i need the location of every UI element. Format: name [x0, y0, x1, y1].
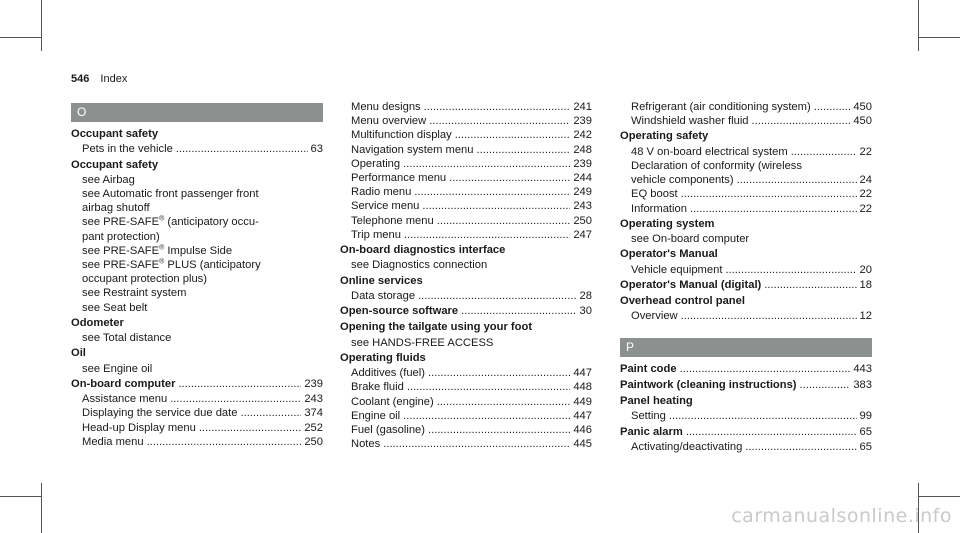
crop-mark — [41, 0, 42, 51]
leader-dots — [414, 185, 570, 199]
index-subentry — [340, 185, 592, 199]
index-page-number: 24 — [859, 174, 872, 187]
index-cross-reference: airbag shutoff — [82, 202, 150, 215]
index-entry — [71, 126, 323, 157]
index-subentry — [620, 440, 872, 454]
leader-dots — [764, 277, 856, 293]
index-subentry — [340, 157, 592, 171]
index-entry — [620, 377, 872, 393]
index-page-number: 448 — [573, 381, 592, 394]
index-page-number: 18 — [859, 278, 872, 291]
index-page-number: 22 — [859, 202, 872, 215]
index-term-label: Paintwork (cleaning instructions) — [620, 378, 797, 391]
index-subentry — [340, 171, 592, 185]
leader-dots — [407, 380, 570, 394]
index-subentry — [71, 435, 323, 449]
index-subentry — [340, 100, 592, 114]
index-term-label: Operating system — [620, 217, 715, 230]
index-subentry-label: Notes — [351, 438, 381, 451]
index-subentry — [71, 421, 323, 435]
index-subentry — [340, 409, 592, 423]
page-header — [71, 73, 127, 85]
leader-dots — [686, 424, 857, 440]
index-page-number: 244 — [573, 172, 592, 185]
section-letter-header: P — [620, 338, 872, 357]
index-cross-reference: see Engine oil — [82, 362, 153, 375]
index-subentry — [340, 423, 592, 437]
index-page-number: 239 — [573, 157, 592, 170]
index-subentry — [620, 187, 872, 201]
index-term-label: Odometer — [71, 316, 124, 329]
crop-mark — [919, 496, 960, 497]
index-term — [620, 377, 872, 393]
index-term-label: Panic alarm — [620, 425, 683, 438]
leader-dots — [800, 377, 851, 393]
crop-mark — [41, 483, 42, 533]
index-subentry-label: Additives (fuel) — [351, 367, 425, 380]
index-subentry — [340, 143, 592, 157]
index-term — [620, 393, 872, 409]
index-page-number: 22 — [859, 188, 872, 201]
index-cross-reference: see Restraint system — [82, 287, 187, 300]
index-subentry — [340, 289, 592, 303]
index-entry — [340, 100, 592, 242]
index-entry — [620, 393, 872, 424]
index-page-number: 243 — [304, 393, 323, 406]
leader-dots — [461, 303, 576, 319]
leader-dots — [178, 376, 301, 392]
index-column-1 — [71, 103, 323, 449]
leader-dots — [455, 128, 571, 142]
section-spacer — [620, 324, 872, 338]
leader-dots — [725, 263, 856, 277]
index-cross-reference: see Seat belt — [82, 301, 148, 314]
index-term — [340, 273, 592, 289]
leader-dots — [170, 392, 301, 406]
section-letter-header: O — [71, 103, 323, 122]
leader-dots — [418, 289, 576, 303]
index-page-number: 447 — [573, 367, 592, 380]
index-page-number: 250 — [573, 214, 592, 227]
index-term-label: Panel heating — [620, 395, 693, 408]
index-cross-reference: pant protection) — [82, 230, 160, 243]
index-subentry-label: Fuel (gasoline) — [351, 423, 425, 436]
leader-dots — [737, 173, 857, 187]
leader-dots — [404, 228, 570, 242]
index-subentry — [340, 437, 592, 451]
index-page-number: 63 — [310, 143, 323, 156]
index-subentry — [620, 202, 872, 216]
index-subentry-label: Windshield washer fluid — [631, 115, 749, 128]
index-subentry-label: Menu overview — [351, 115, 427, 128]
index-page-number: 239 — [573, 115, 592, 128]
index-entry — [71, 157, 323, 315]
index-cross-reference: see PRE-SAFE® PLUS (anticipatory — [82, 258, 261, 272]
index-page-number: 241 — [573, 101, 592, 113]
index-page-number: 252 — [304, 421, 323, 434]
index-subentry — [71, 392, 323, 406]
index-subentry-label: Declaration of conformity (wireless — [631, 159, 802, 172]
leader-dots — [814, 100, 851, 114]
index-page-number: 20 — [859, 263, 872, 276]
index-subentry-label: 48 V on-board electrical system — [631, 145, 788, 158]
index-term-label: Operating safety — [620, 130, 709, 143]
index-subentry — [620, 114, 872, 128]
index-subentry-label: Refrigerant (air conditioning system) — [631, 101, 811, 113]
index-term-label: Oil — [71, 347, 86, 360]
index-subentry-label: Coolant (engine) — [351, 395, 434, 408]
index-page-number: 449 — [573, 395, 592, 408]
index-subentry — [620, 159, 872, 173]
index-subentry-label: Multifunction display — [351, 129, 452, 142]
index-page-number: 239 — [304, 377, 323, 390]
index-subentry-label: Overview — [631, 310, 678, 323]
leader-dots — [477, 143, 571, 157]
index-subentry — [340, 214, 592, 228]
index-term — [620, 277, 872, 293]
index-entry — [71, 345, 323, 376]
index-page-number: 374 — [304, 407, 323, 420]
index-subentry-label: Assistance menu — [82, 393, 168, 406]
index-column-2 — [340, 100, 592, 451]
index-entry — [340, 242, 592, 273]
index-page-number: 22 — [859, 145, 872, 158]
index-subentry — [620, 309, 872, 323]
index-page-number: 243 — [573, 200, 592, 213]
index-term — [71, 376, 323, 392]
index-subentry-label: Information — [631, 202, 687, 215]
index-subentry — [340, 228, 592, 242]
index-entry — [340, 273, 592, 304]
leader-dots — [176, 142, 308, 156]
index-term — [71, 345, 323, 361]
index-subentry — [340, 380, 592, 394]
index-cross-reference: see HANDS-FREE ACCESS — [351, 336, 494, 349]
index-term-label: Overhead control panel — [620, 295, 745, 308]
index-subentry — [71, 406, 323, 420]
crop-mark — [0, 37, 41, 38]
index-subentry — [71, 142, 323, 156]
leader-dots — [690, 202, 857, 216]
index-page-number: 99 — [859, 410, 872, 423]
index-term — [340, 350, 592, 366]
leader-dots — [745, 440, 856, 454]
leader-dots — [791, 145, 857, 159]
index-term-label: Operator's Manual — [620, 248, 718, 261]
leader-dots — [422, 199, 570, 213]
index-page-number: 242 — [573, 129, 592, 142]
index-subentry-label: Activating/deactivating — [631, 440, 743, 453]
leader-dots — [199, 421, 302, 435]
index-page-number: 447 — [573, 409, 592, 422]
index-entry — [340, 350, 592, 452]
index-term-label: On-board computer — [71, 377, 176, 390]
page-title: Index — [100, 73, 128, 85]
index-term — [620, 246, 872, 262]
index-term-label: Opening the tailgate using your foot — [340, 321, 533, 334]
leader-dots — [437, 395, 571, 409]
index-subentry-label: Setting — [631, 410, 666, 423]
leader-dots — [680, 361, 851, 377]
index-term — [620, 128, 872, 144]
index-subentry-label: Trip menu — [351, 228, 401, 241]
index-page-number: 450 — [853, 115, 872, 128]
index-page-number: 249 — [573, 186, 592, 199]
index-cross-reference: see On-board computer — [631, 233, 750, 246]
index-term-label: Occupant safety — [71, 158, 159, 171]
index-subentry-label: Data storage — [351, 289, 416, 302]
index-page-number: 250 — [304, 435, 323, 448]
index-subentry — [620, 145, 872, 159]
index-page-number: 28 — [579, 289, 592, 302]
index-subentry-label: vehicle components) — [631, 174, 734, 187]
index-term — [340, 303, 592, 319]
leader-dots — [752, 114, 851, 128]
index-page-number: 443 — [853, 362, 872, 375]
index-entry — [620, 277, 872, 293]
index-page-number: 65 — [859, 425, 872, 438]
index-entry — [620, 100, 872, 128]
index-entry — [620, 293, 872, 324]
index-entry — [340, 303, 592, 319]
leader-dots — [424, 100, 571, 114]
index-subentry — [620, 100, 872, 114]
index-subentry — [340, 395, 592, 409]
leader-dots — [403, 157, 570, 171]
leader-dots — [428, 366, 570, 380]
index-term — [620, 424, 872, 440]
index-term — [71, 315, 323, 331]
index-cross-reference: see Airbag — [82, 173, 135, 186]
leader-dots — [428, 423, 570, 437]
index-page-number: 446 — [573, 423, 592, 436]
index-entry — [620, 424, 872, 455]
leader-dots — [449, 171, 570, 185]
index-cross-reference: occupant protection plus) — [82, 273, 208, 286]
page-number: 546 — [71, 73, 90, 85]
index-term-label: Operator's Manual (digital) — [620, 278, 762, 291]
index-entry — [71, 376, 323, 449]
index-subentry-label: Telephone menu — [351, 214, 434, 227]
index-entry — [620, 246, 872, 277]
index-entry — [71, 315, 323, 346]
index-page-number: 12 — [859, 310, 872, 323]
index-subentry-label: Operating — [351, 157, 401, 170]
index-term-label: Open-source software — [340, 305, 459, 318]
index-term — [340, 319, 592, 335]
index-entry — [620, 128, 872, 215]
index-term-label: On-board diagnostics interface — [340, 244, 506, 257]
index-subentry-label: Pets in the vehicle — [82, 143, 173, 156]
index-subentry-label: Navigation system menu — [351, 143, 474, 156]
index-term — [71, 126, 323, 142]
index-column-3 — [620, 100, 872, 454]
index-term — [620, 216, 872, 232]
index-subentry — [340, 199, 592, 213]
leader-dots — [403, 409, 570, 423]
index-page-number: 30 — [579, 305, 592, 318]
index-subentry — [620, 409, 872, 423]
index-subentry-label: EQ boost — [631, 188, 678, 201]
index-term — [620, 293, 872, 309]
crop-mark — [0, 496, 41, 497]
leader-dots — [147, 435, 302, 449]
index-term-label: Occupant safety — [71, 128, 159, 140]
index-subentry — [620, 263, 872, 277]
index-term — [620, 361, 872, 377]
index-subentry-label: Menu designs — [351, 101, 421, 113]
index-subentry-label: Vehicle equipment — [631, 263, 723, 276]
index-term-label: Paint code — [620, 362, 677, 375]
leader-dots — [240, 406, 301, 420]
index-subentry — [340, 366, 592, 380]
index-page-number: 248 — [573, 143, 592, 156]
index-entry — [340, 319, 592, 350]
watermark: carmanualsonline.info — [731, 505, 952, 527]
index-cross-reference: see Automatic front passenger front — [82, 188, 259, 200]
leader-dots — [383, 437, 570, 451]
index-subentry-label: Brake fluid — [351, 381, 404, 394]
index-term-label: Online services — [340, 274, 423, 287]
crop-mark — [918, 0, 919, 51]
index-subentry — [340, 128, 592, 142]
index-subentry-label: Displaying the service due date — [82, 407, 238, 420]
index-page-number: 383 — [853, 378, 872, 391]
index-subentry-label: Radio menu — [351, 186, 412, 199]
index-subentry-label: Performance menu — [351, 172, 447, 185]
index-subentry-label: Service menu — [351, 200, 420, 213]
index-entry — [620, 216, 872, 247]
index-page-number: 65 — [859, 440, 872, 453]
index-entry — [620, 361, 872, 377]
leader-dots — [669, 409, 857, 423]
index-page-number: 450 — [853, 101, 872, 113]
index-subentry-label: Media menu — [82, 435, 144, 448]
index-term — [71, 157, 323, 173]
crop-mark — [919, 37, 960, 38]
index-subentry — [620, 173, 872, 187]
index-term — [340, 242, 592, 258]
index-term-label: Operating fluids — [340, 351, 426, 364]
leader-dots — [681, 187, 857, 201]
leader-dots — [681, 309, 857, 323]
index-cross-reference: see PRE-SAFE® (anticipatory occu- — [82, 215, 259, 229]
index-cross-reference: see Total distance — [82, 332, 172, 345]
index-subentry-label: Head-up Display menu — [82, 421, 196, 434]
leader-dots — [437, 214, 571, 228]
index-page-number: 445 — [573, 438, 592, 451]
index-subentry-label: Engine oil — [351, 409, 401, 422]
leader-dots — [429, 114, 570, 128]
index-page-number: 247 — [573, 228, 592, 241]
index-subentry — [340, 114, 592, 128]
index-cross-reference: see PRE-SAFE® Impulse Side — [82, 244, 233, 257]
index-cross-reference: see Diagnostics connection — [351, 259, 488, 272]
